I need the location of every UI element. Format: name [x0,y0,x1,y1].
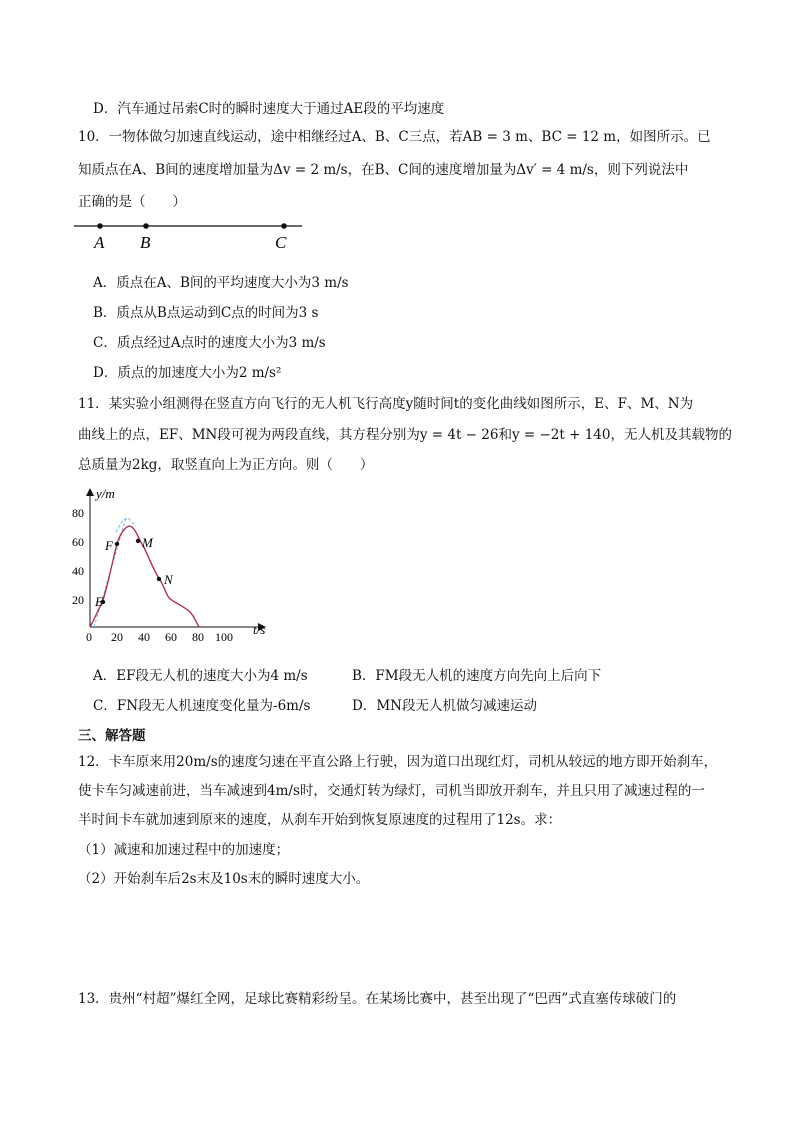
tangent-peak-dashed [116,518,136,532]
y-tick-60: 60 [72,535,84,549]
label-f: F [105,538,113,553]
q11-option-c: C．FN段无人机速度变化量为-6m/s [93,698,311,714]
section-title: 三、解答题 [78,728,146,744]
q11-stem-line2: 曲线上的点，EF、MN段可视为两段直线，其方程分别为y = 4t − 26和y = −2t + 140，无人机及其载物的 [78,427,732,443]
y-tick-20: 20 [72,593,84,607]
x-tick-40: 40 [138,630,150,644]
x-tick-60: 60 [165,630,177,644]
label-m: M [142,535,153,550]
q10-option-b: B．质点从B点运动到C点的时间为3 s [93,305,319,321]
x-tick-0: 0 [86,630,92,644]
q13-stem-line1: 13．贵州“村超”爆红全网，足球比赛精彩纷呈。在某场比赛中，甚至出现了“巴西”式直塞传球破门的 [78,991,677,1007]
label-c: C [275,233,287,252]
y-axis-label: y/m [96,486,115,501]
q11-stem-line3: 总质量为2kg，取竖直向上为正方向。则（ ） [78,457,374,473]
point-m [136,539,140,543]
q10-stem-line3: 正确的是（ ） [78,194,186,210]
q12-stem-line3: 半时间卡车就加速到原来的速度，从刹车开始到恢复原速度的过程用了12s。求： [78,812,562,828]
x-tick-100: 100 [215,630,233,644]
point-f [115,542,119,546]
q10-line-figure [70,216,310,256]
q11-option-b: B．FM段无人机的速度方向先向上后向下 [352,668,602,684]
q10-option-a: A．质点在A、B间的平均速度大小为3 m/s [93,275,349,291]
x-axis-label: t/s [253,622,266,637]
q12-stem-line1: 12．卡车原来用20m/s的速度匀速在平直公路上行驶，因为道口出现红灯，司机从较远的地方即开始刹车， [78,754,718,770]
q12-subquestion-1: （1）减速和加速过程中的加速度； [78,842,290,858]
label-n: N [164,572,173,587]
x-tick-20: 20 [111,630,123,644]
label-e: E [95,594,103,609]
label-a: A [94,233,105,252]
q12-stem-line2: 使卡车匀减速前进，当车减速到4m/s时，交通灯转为绿灯，司机当即放开刹车，并且只用了减速过程的一 [78,783,705,799]
q11-height-time-graph [66,482,286,646]
label-b: B [140,233,151,252]
q11-stem-line1: 11．某实验小组测得在竖直方向飞行的无人机飞行高度y随时间t的变化曲线如图所示，E、F、M、N为 [78,396,694,412]
x-tick-80: 80 [192,630,204,644]
point-b [143,223,149,229]
q11-option-d: D．MN段无人机做匀减速运动 [352,698,537,714]
q12-subquestion-2: （2）开始刹车后2s末及10s末的瞬时速度大小。 [78,871,370,887]
q10-option-c: C．质点经过A点时的速度大小为3 m/s [93,335,326,351]
q11-option-a: A．EF段无人机的速度大小为4 m/s [93,668,308,684]
point-n [157,577,161,581]
point-c [281,223,287,229]
y-tick-40: 40 [72,564,84,578]
q10-stem-line1: 10．一物体做匀加速直线运动，途中相继经过A、B、C三点，若AB = 3 m、BC = 12 m，如图所示。已 [78,129,711,145]
point-a [97,223,103,229]
y-tick-80: 80 [72,506,84,520]
q9-option-d: D．汽车通过吊索C时的瞬时速度大于通过AE段的平均速度 [93,101,445,117]
q10-option-d: D．质点的加速度大小为2 m/s² [93,365,282,381]
q10-stem-line2: 知质点在A、B间的速度增加量为Δv = 2 m/s，在B、C间的速度增加量为Δv′ = 4 m/s，则下列说法中 [78,162,689,178]
